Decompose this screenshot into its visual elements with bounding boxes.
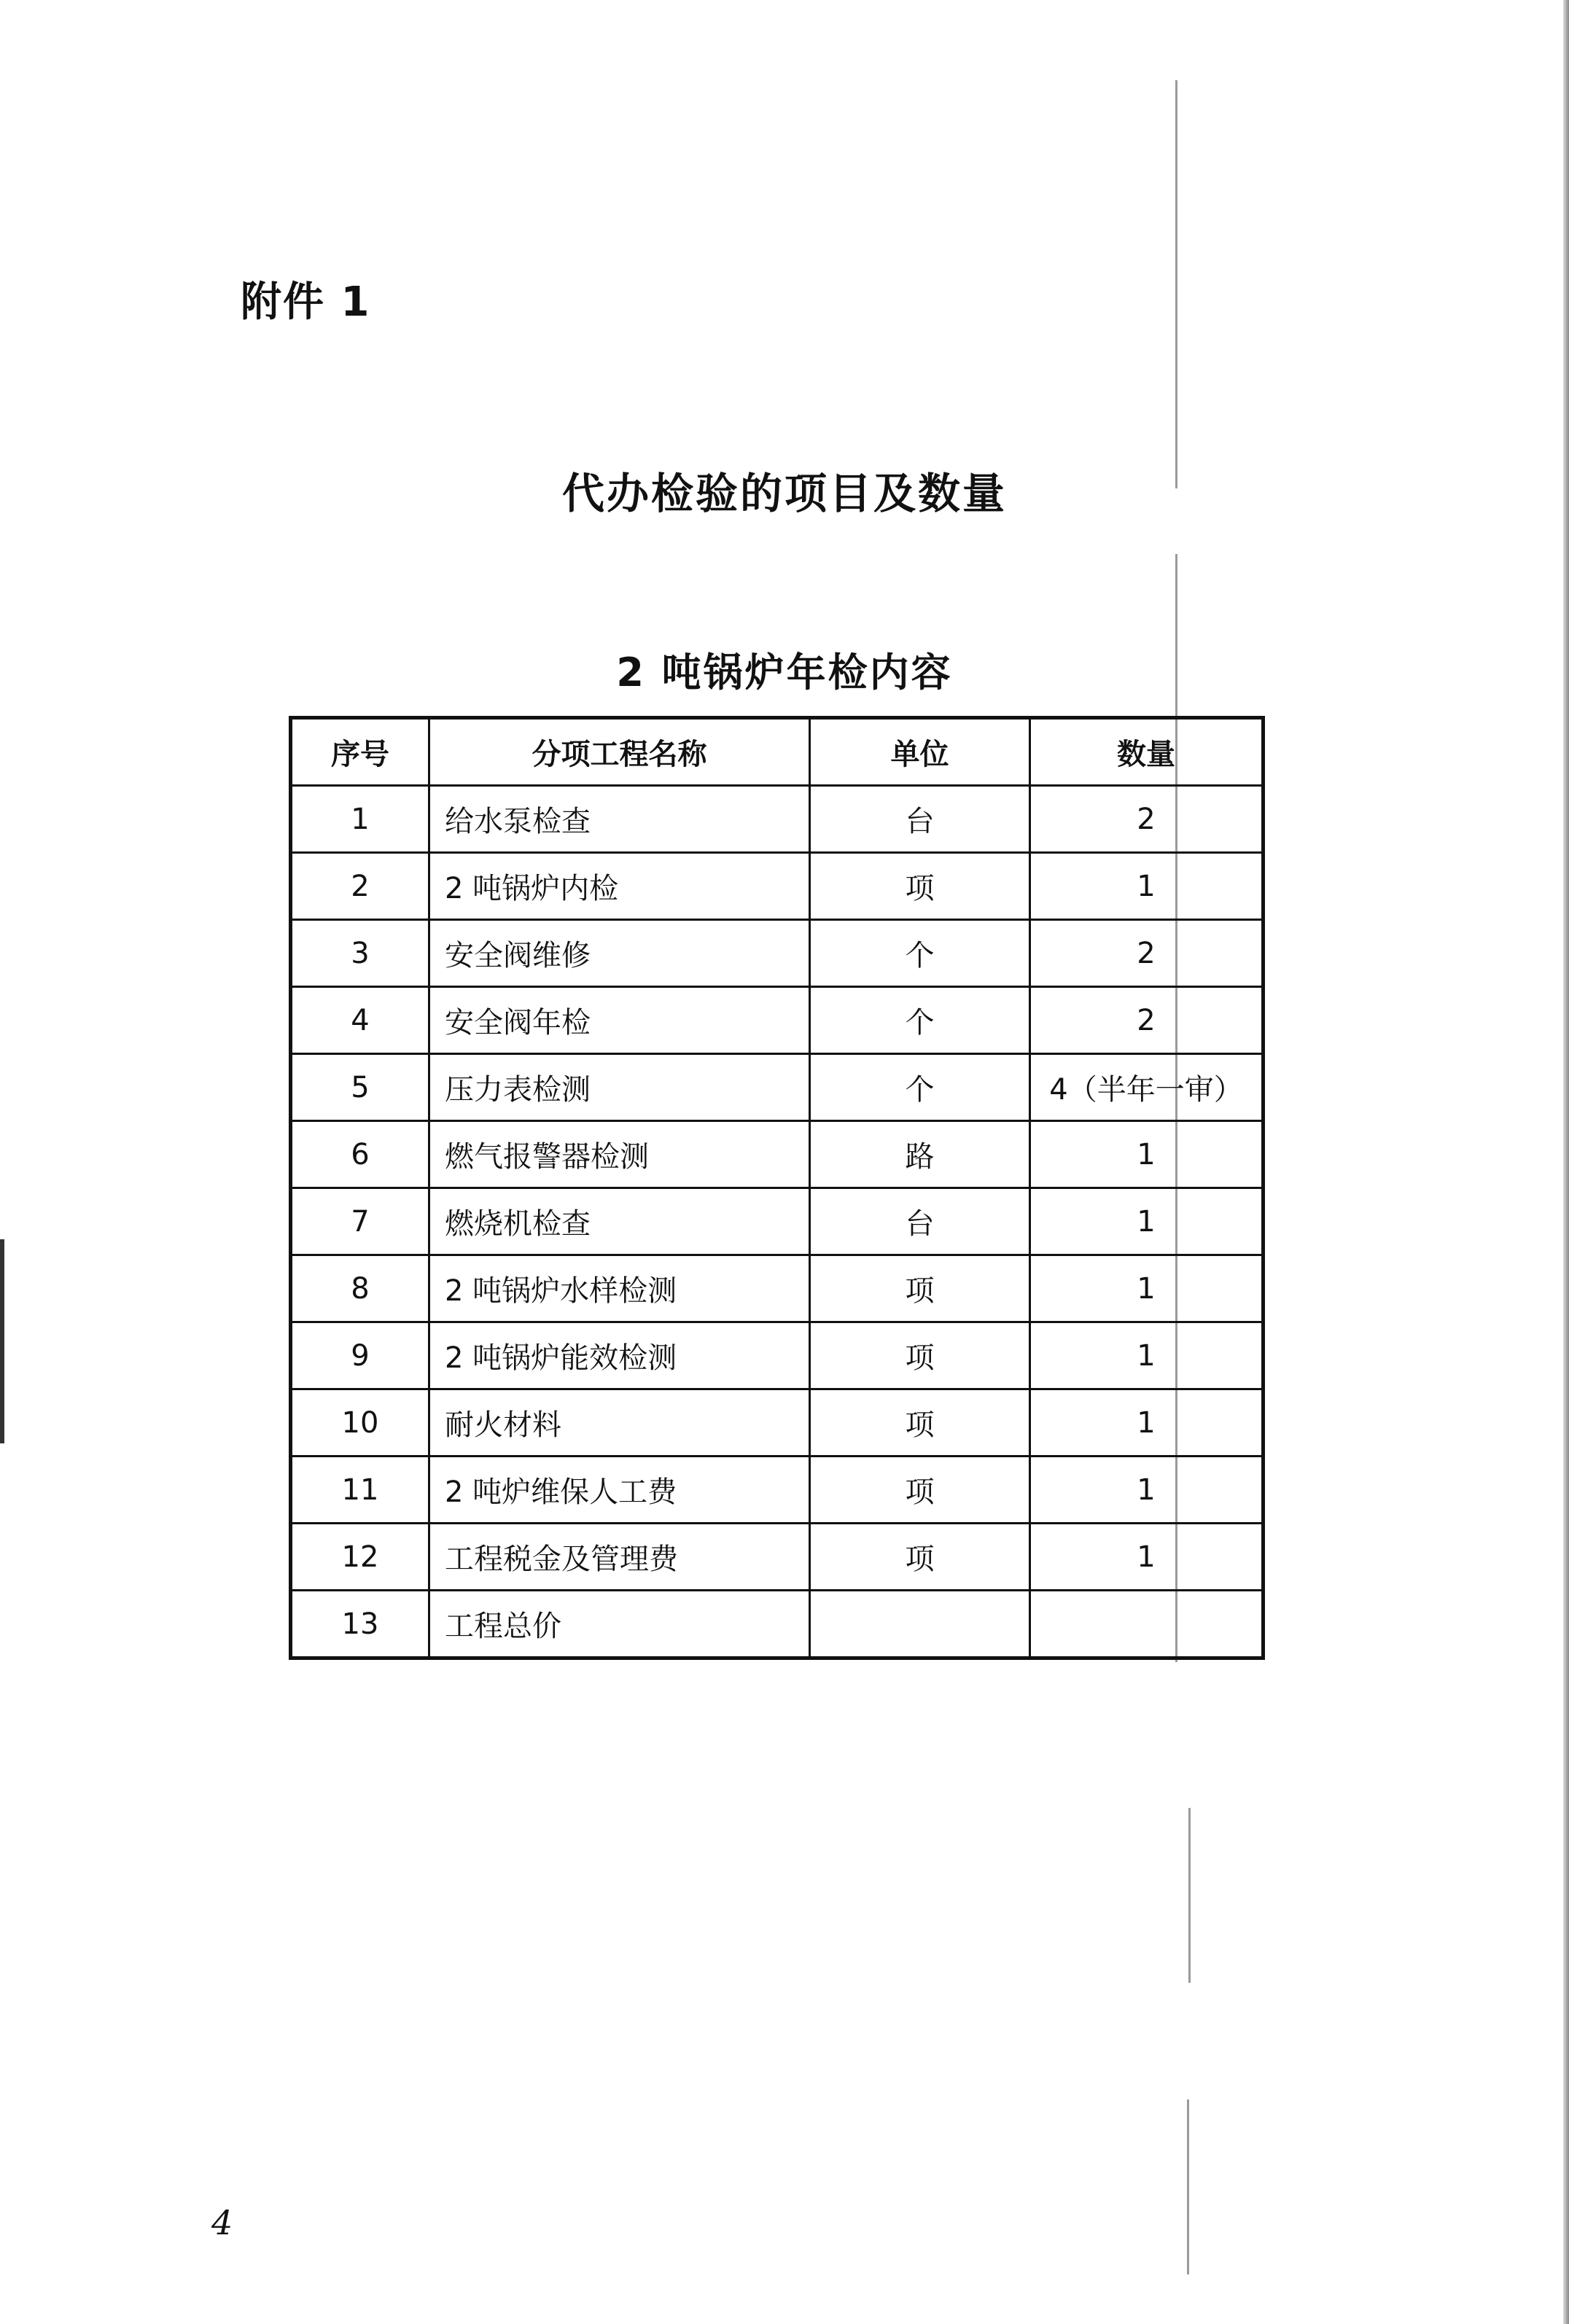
row-qty: 1	[1030, 1524, 1264, 1591]
row-unit	[810, 1591, 1030, 1658]
row-name: 2 吨锅炉水样检测	[429, 1255, 810, 1322]
row-name: 耐火材料	[429, 1389, 810, 1457]
row-name: 给水泵检查	[429, 786, 810, 853]
row-unit: 项	[810, 1322, 1030, 1389]
table-row	[291, 1322, 1264, 1389]
row-seq: 5	[291, 1054, 429, 1121]
scan-line	[1188, 1808, 1191, 1983]
row-name: 2 吨锅炉内检	[429, 853, 810, 920]
row-qty: 2	[1030, 920, 1264, 987]
row-name: 工程总价	[429, 1591, 810, 1658]
row-unit: 项	[810, 1389, 1030, 1457]
row-qty: 1	[1030, 1322, 1264, 1389]
row-seq: 11	[291, 1457, 429, 1524]
row-unit: 个	[810, 1054, 1030, 1121]
row-name: 压力表检测	[429, 1054, 810, 1121]
column-header-seq: 序号	[291, 718, 429, 786]
row-qty: 2	[1030, 786, 1264, 853]
row-unit: 台	[810, 786, 1030, 853]
row-seq: 12	[291, 1524, 429, 1591]
row-name: 安全阀年检	[429, 987, 810, 1054]
table-row	[291, 1188, 1264, 1255]
row-qty	[1030, 1591, 1264, 1658]
table-row	[291, 1255, 1264, 1322]
table-row	[291, 1054, 1264, 1121]
column-header-qty: 数量	[1030, 718, 1264, 786]
table-row	[291, 786, 1264, 853]
row-unit: 项	[810, 1457, 1030, 1524]
row-seq: 4	[291, 987, 429, 1054]
column-header-name: 分项工程名称	[429, 718, 810, 786]
document-title: 代办检验的项目及数量	[561, 469, 1007, 518]
row-qty: 4（半年一审）	[1030, 1054, 1264, 1121]
row-seq: 13	[291, 1591, 429, 1658]
row-unit: 项	[810, 853, 1030, 920]
row-unit: 个	[810, 987, 1030, 1054]
table-header-row	[291, 718, 1264, 786]
row-seq: 3	[291, 920, 429, 987]
row-qty: 1	[1030, 1188, 1264, 1255]
table-row	[291, 920, 1264, 987]
row-seq: 6	[291, 1121, 429, 1188]
scan-line	[1175, 80, 1177, 488]
scan-edge	[1563, 0, 1569, 2324]
row-seq: 9	[291, 1322, 429, 1389]
row-name: 安全阀维修	[429, 920, 810, 987]
row-qty: 1	[1030, 1121, 1264, 1188]
row-qty: 1	[1030, 853, 1264, 920]
inspection-items-table	[289, 716, 1265, 1660]
row-name: 燃气报警器检测	[429, 1121, 810, 1188]
table-row	[291, 1389, 1264, 1457]
row-qty: 1	[1030, 1389, 1264, 1457]
table-title: 2 吨锅炉年检内容	[616, 650, 953, 695]
attachment-label: 附件 1	[241, 278, 371, 326]
table-row	[291, 1457, 1264, 1524]
row-seq: 7	[291, 1188, 429, 1255]
row-unit: 个	[810, 920, 1030, 987]
row-seq: 1	[291, 786, 429, 853]
column-header-unit: 单位	[810, 718, 1030, 786]
row-unit: 项	[810, 1524, 1030, 1591]
row-qty: 2	[1030, 987, 1264, 1054]
row-qty: 1	[1030, 1457, 1264, 1524]
row-name: 工程税金及管理费	[429, 1524, 810, 1591]
row-unit: 路	[810, 1121, 1030, 1188]
table-row	[291, 1121, 1264, 1188]
row-seq: 10	[291, 1389, 429, 1457]
table-row	[291, 1591, 1264, 1658]
row-qty: 1	[1030, 1255, 1264, 1322]
table-row	[291, 987, 1264, 1054]
scan-line	[1187, 2099, 1189, 2274]
row-name: 2 吨炉维保人工费	[429, 1457, 810, 1524]
row-unit: 项	[810, 1255, 1030, 1322]
row-seq: 8	[291, 1255, 429, 1322]
row-seq: 2	[291, 853, 429, 920]
row-name: 燃烧机检查	[429, 1188, 810, 1255]
scan-mark	[0, 1239, 4, 1443]
row-name: 2 吨锅炉能效检测	[429, 1322, 810, 1389]
table-row	[291, 853, 1264, 920]
page-number: 4	[211, 2203, 233, 2242]
row-unit: 台	[810, 1188, 1030, 1255]
table-row	[291, 1524, 1264, 1591]
